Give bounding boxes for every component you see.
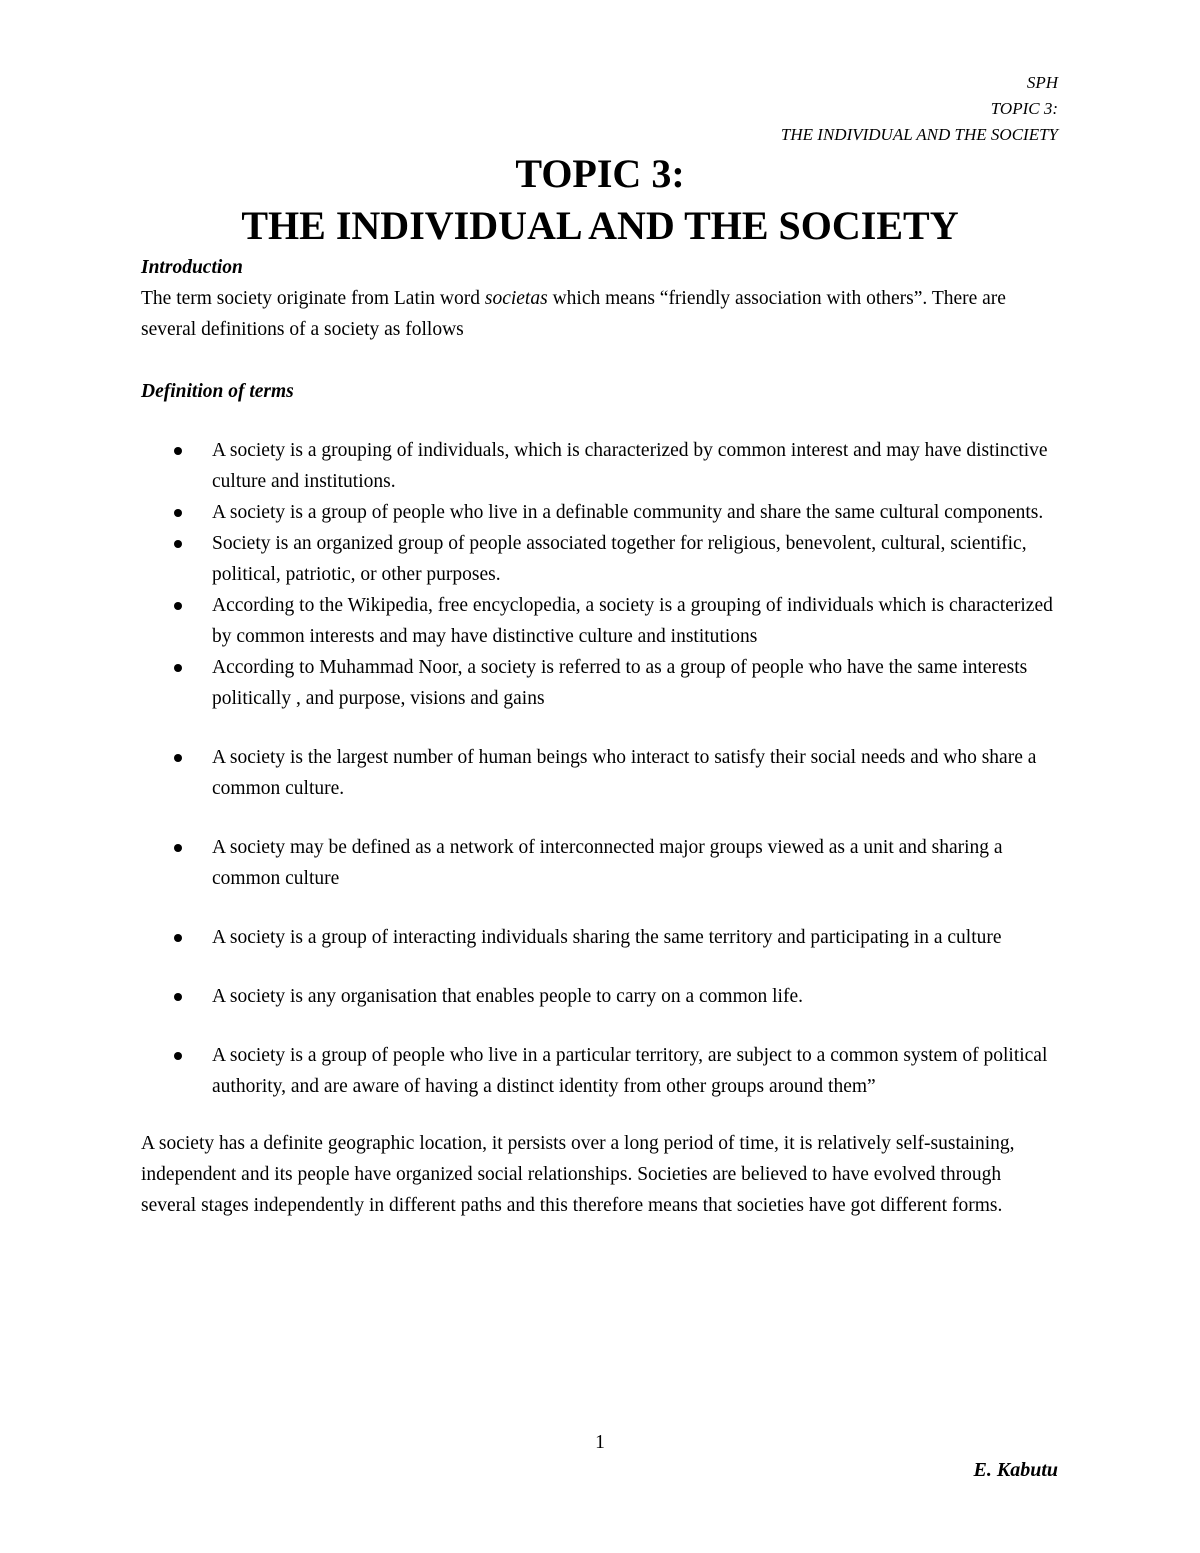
list-item (141, 590, 1061, 652)
bullet-icon (174, 993, 182, 1001)
header-topic-number: TOPIC 3: (990, 99, 1058, 118)
list-item-text: A society is a group of interacting individuals sharing the same territory and participating in a culture (212, 927, 1002, 948)
list-item-text: A society is a group of people who live in a particular territory, are subject to a common system of political authority, and are aware of having a distinct identity from other groups around them” (212, 1045, 1048, 1097)
list-item (141, 981, 1061, 1012)
bullet-icon (174, 447, 182, 455)
list-item (141, 435, 1061, 497)
list-item-text: A society is a grouping of individuals, which is characterized by common interest and may have distinctive culture and institutions. (212, 440, 1048, 492)
latin-word: societas (484, 288, 548, 309)
list-item-text: A society is any organisation that enables people to carry on a common life. (212, 986, 803, 1007)
definitions-heading: Definition of terms (141, 381, 294, 402)
introduction-heading: Introduction (141, 257, 243, 278)
list-item (141, 652, 1061, 714)
introduction-paragraph (141, 283, 1061, 345)
list-item (141, 1040, 1061, 1102)
list-item (141, 742, 1061, 804)
introduction-text-before: The term society originate from Latin word (141, 288, 485, 309)
list-item-text: A society is a group of people who live in a definable community and share the same cultural components. (212, 502, 1044, 523)
bullet-icon (174, 844, 182, 852)
bullet-icon (174, 602, 182, 610)
header-course-code: SPH (1026, 73, 1058, 92)
list-item-text: Society is an organized group of people associated together for religious, benevolent, cultural, scientific, political, patriotic, or other purposes. (212, 533, 1027, 585)
page-title (0, 148, 1200, 252)
list-item (141, 497, 1061, 528)
definitions-list (141, 435, 1061, 1102)
introduction-text-after: which means “friendly association with others”. There are several definitions of a society as follows (141, 288, 1006, 340)
bullet-icon (174, 754, 182, 762)
bullet-icon (174, 664, 182, 672)
list-item-text: A society is the largest number of human beings who interact to satisfy their social needs and who share a common culture. (212, 747, 1037, 799)
list-item-text: According to the Wikipedia, free encyclopedia, a society is a grouping of individuals which is characterized by common interests and may have distinctive culture and institutions (212, 595, 1053, 647)
bullet-icon (174, 509, 182, 517)
title-topic-number: TOPIC 3: (515, 151, 685, 196)
list-item (141, 528, 1061, 590)
list-item-text: A society may be defined as a network of interconnected major groups viewed as a unit and sharing a common culture (212, 837, 1003, 889)
author-name: E. Kabutu (973, 1459, 1058, 1481)
document-body (141, 252, 1061, 1221)
list-item (141, 922, 1061, 953)
closing-paragraph: A society has a definite geographic location, it persists over a long period of time, it is relatively self-sustaining, independent and its people have organized social relationships. Societies are believed to have evolved through several stages independently in different paths and this therefore means that societies have got different forms. (141, 1133, 1015, 1216)
bullet-icon (174, 934, 182, 942)
list-item (141, 832, 1061, 894)
bullet-icon (174, 540, 182, 548)
page-number: 1 (595, 1432, 605, 1453)
title-topic-name: THE INDIVIDUAL AND THE SOCIETY (241, 203, 959, 248)
list-item-text: According to Muhammad Noor, a society is referred to as a group of people who have the same interests politically , and purpose, visions and gains (212, 657, 1028, 709)
bullet-icon (174, 1052, 182, 1060)
header-topic-title: THE INDIVIDUAL AND THE SOCIETY (780, 125, 1058, 144)
running-header (781, 70, 1058, 148)
